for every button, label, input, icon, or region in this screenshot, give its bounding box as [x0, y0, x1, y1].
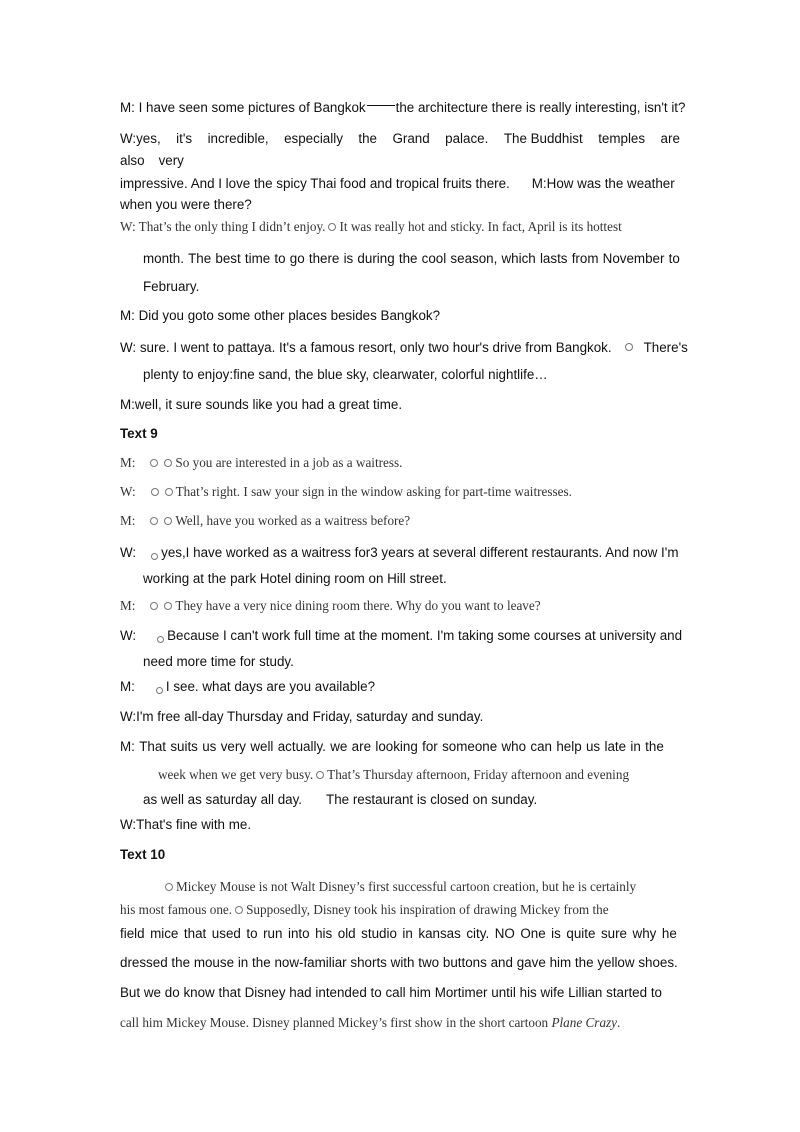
section-heading-text-9: Text 9 — [120, 426, 158, 441]
track-marker-icon — [165, 488, 173, 496]
text10-line-6: call him Mickey Mouse. Disney planned Mickey’s first show in the short cartoon Plane Crazy. — [120, 1015, 621, 1030]
track-marker-icon — [157, 636, 164, 643]
track-marker-icon — [328, 223, 336, 231]
track-marker-icon — [316, 771, 324, 779]
track-marker-icon — [164, 602, 172, 610]
dialogue-line-8: February. — [143, 279, 200, 294]
track-marker-icon — [164, 459, 172, 467]
text9-line-13: as well as saturday all day. The restaurant is closed on sunday. — [143, 792, 538, 807]
dialogue-line-6: W: That’s the only thing I didn’t enjoy. It was really hot and sticky. In fact, April is its hottest — [120, 219, 622, 234]
track-marker-icon — [235, 906, 243, 914]
dialogue-line-9: M: Did you goto some other places besides Bangkok? — [120, 308, 441, 323]
dialogue-line-5: when you were there? — [120, 197, 252, 212]
text9-line-14: W:That's fine with me. — [120, 817, 252, 832]
dialogue-line-1: M: I have seen some pictures of Bangkok the architecture there is really interesting, isn't it? — [120, 100, 686, 115]
text9-line-2: W: That’s right. I saw your sign in the window asking for part-time waitresses. — [120, 484, 572, 499]
dialogue-line-4: impressive. And I love the spicy Thai food and tropical fruits there. M:How was the weather — [120, 176, 675, 191]
text9-line-1: M: So you are interested in a job as a waitress. — [120, 455, 403, 470]
text10-line-4: dressed the mouse in the now-familiar shorts with two buttons and gave him the yellow shoes. — [120, 955, 678, 970]
dialogue-line-7: month. The best time to go there is during the cool season, which lasts from November to — [143, 251, 680, 266]
track-marker-icon — [151, 553, 158, 560]
text10-line-1: Mickey Mouse is not Walt Disney’s first successful cartoon creation, but he is certainly — [162, 880, 636, 893]
text9-line-4: W: yes,I have worked as a waitress for3 years at several different restaurants. And now I'm — [120, 545, 679, 560]
dialogue-line-2: W:yes, it's incredible, especially the Grand palace. The Buddhist temples are — [120, 131, 680, 146]
section-heading-text-10: Text 10 — [120, 847, 166, 862]
track-marker-icon — [151, 488, 159, 496]
track-marker-icon — [150, 459, 158, 467]
text9-line-3: M: Well, have you worked as a waitress before? — [120, 513, 411, 528]
dialogue-line-12: M:well, it sure sounds like you had a great time. — [120, 397, 403, 412]
track-marker-icon — [156, 687, 163, 694]
track-marker-icon — [150, 602, 158, 610]
track-marker-icon — [150, 517, 158, 525]
text9-line-11: M: That suits us very well actually. we are looking for someone who can help us late in the — [120, 739, 664, 754]
text9-line-8: need more time for study. — [143, 654, 294, 669]
text9-line-9: M: I see. what days are you available? — [120, 679, 376, 694]
dialogue-line-3: also very — [120, 153, 184, 168]
text9-line-7: W: Because I can't work full time at the moment. I'm taking some courses at university and — [120, 628, 683, 643]
text9-line-6: M: They have a very nice dining room there. Why do you want to leave? — [120, 598, 541, 613]
text9-line-12: week when we get very busy. That’s Thursday afternoon, Friday afternoon and evening — [158, 767, 630, 782]
text9-line-10: W:I'm free all-day Thursday and Friday, saturday and sunday. — [120, 709, 484, 724]
dialogue-line-10: W: sure. I went to pattaya. It's a famous resort, only two hour's drive from Bangkok. There's — [120, 340, 688, 355]
text10-line-2: his most famous one. Supposedly, Disney took his inspiration of drawing Mickey from the — [120, 902, 609, 917]
track-marker-icon — [164, 517, 172, 525]
track-marker-icon — [165, 883, 173, 891]
track-marker-icon — [625, 343, 633, 351]
text9-line-5: working at the park Hotel dining room on Hill street. — [143, 571, 447, 586]
dialogue-line-11: plenty to enjoy:fine sand, the blue sky, clearwater, colorful nightlife… — [143, 367, 548, 382]
em-dash-line — [367, 105, 395, 106]
text10-line-5: But we do know that Disney had intended to call him Mortimer until his wife Lillian started to — [120, 985, 662, 1000]
text10-line-3: field mice that used to run into his old studio in kansas city. NO One is quite sure why he — [120, 926, 677, 941]
